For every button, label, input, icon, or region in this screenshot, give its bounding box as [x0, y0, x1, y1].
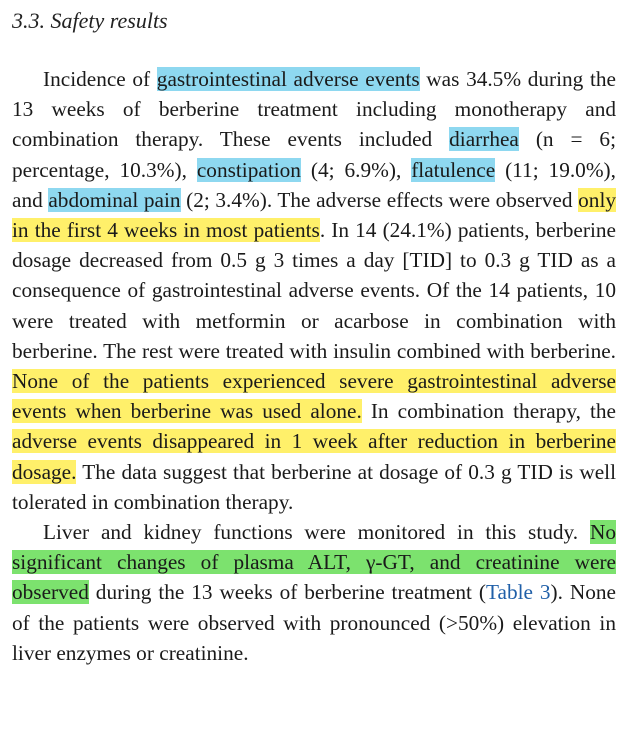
highlight-first-4-weeks: only in the first 4 weeks in most patients	[12, 187, 617, 243]
text-run: (n = 6; percentage, 10.3%),	[12, 127, 616, 182]
text-run: (4; 6.9%),	[300, 157, 412, 182]
text-run: In combination therapy, the	[361, 399, 616, 424]
text-run: was 34.5% during the 13 weeks of berberine treatment including monotherapy and combination therapy. These events included	[12, 67, 616, 152]
highlight-flatulence: flatulence	[411, 157, 496, 182]
highlight-no-significant-changes: No significant changes of plasma ALT, γ-GT, and creatinine were observed	[12, 520, 616, 605]
text-run: (2; 3.4%). The adverse effects were observed	[180, 187, 579, 212]
text-run: during the 13 weeks of berberine treatment (	[88, 580, 486, 605]
highlight-events-disappeared: adverse events disappeared in 1 week after reduction in berberine dosage.	[12, 429, 616, 484]
highlight-no-severe-events: None of the patients experienced severe gastrointestinal adverse events when berberine was used alone.	[12, 369, 616, 424]
highlight-gi-adverse-events: gastrointestinal adverse events	[156, 67, 420, 91]
highlight-diarrhea: diarrhea	[449, 127, 519, 152]
section-heading: 3.3. Safety results	[12, 8, 168, 33]
text-run: Liver and kidney functions were monitored in this study.	[43, 520, 590, 545]
text-run: ). None of the patients were observed with pronounced (>50%) elevation in liver enzymes or creatinine.	[12, 580, 617, 665]
paragraph-adverse-events	[12, 64, 616, 517]
text-run: Incidence of	[43, 67, 157, 91]
highlight-abdominal-pain: abdominal pain	[48, 187, 181, 212]
highlight-constipation: constipation	[196, 157, 301, 182]
text-run: The data suggest that berberine at dosage of 0.3 g TID is well tolerated in combination therapy.	[12, 459, 616, 514]
text-run: . In 14 (24.1%) patients, berberine dosage decreased from 0.5 g 3 times a day [TID] to 0.3 g TID as a consequence of gastrointestinal adverse events. Of the 14 patients, 10 were treated with metformin or acarbose in combination with berberine. The rest were treated with insulin combined with berberine.	[12, 218, 616, 363]
text-run: (11; 19.0%), and	[12, 157, 616, 212]
paragraph-liver-kidney	[12, 517, 616, 668]
table-3-link[interactable]: Table 3	[485, 580, 551, 605]
